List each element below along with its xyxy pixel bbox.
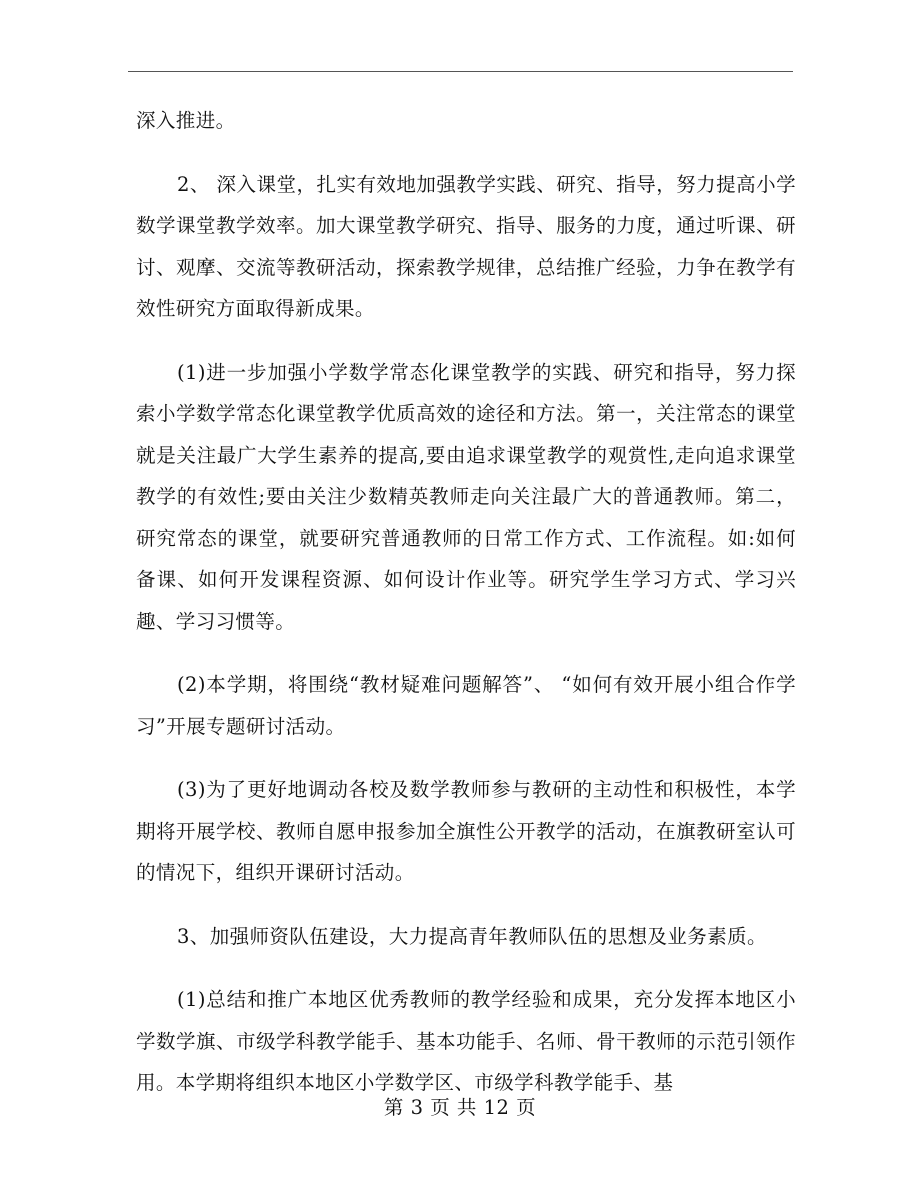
paragraph-subitem-3: (3)为了更好地调动各校及数学教师参与教研的主动性和积极性，本学期将开展学校、教师自愿申报参加全旗性公开教学的活动，在旗教研室认可的情况下，组织开课研讨活动。 [136,778,796,884]
paragraph-continuation: 深入推进。 [136,109,236,132]
paragraph-subitem-2: (2)本学期，将围绕“教材疑难问题解答”、 “如何有效开展小组合作学习”开展专题研讨活动。 [136,673,796,738]
paragraph-subitem-1: (1)进一步加强小学数学常态化课堂教学的实践、研究和指导，努力探索小学数学常态化课堂教学优质高效的途径和方法。第一，关注常态的课堂就是关注最广大学生素养的提高,要由追求课堂教学的观赏性,走向追求课堂教学的有效性;要由关注少数精英教师走向关注最广大的普通教师。第二，研究常态的课堂，就要研究普通教师的日常工作方式、工作流程。如:如何备课、如何开发课程资源、如何设计作业等。研究学生学习方式、学习兴趣、学习习惯等。 [136,360,796,633]
page-number-footer: 第 3 页 共 12 页 [383,1096,537,1119]
paragraph-item-2: 2、 深入课堂，扎实有效地加强教学实践、研究、指导，努力提高小学数学课堂教学效率。加大课堂教学研究、指导、服务的力度，通过听课、研讨、观摩、交流等教研活动，探索教学规律，总结推广经验，力争在教学有效性研究方面取得新成果。 [136,172,796,320]
paragraph-subitem-1b: (1)总结和推广本地区优秀教师的教学经验和成果，充分发挥本地区小学数学旗、市级学科教学能手、基本功能手、名师、骨干教师的示范引领作用。本学期将组织本地区小学数学区、市级学科教学能手、基 [136,988,796,1094]
document-body [136,100,796,1126]
header-divider [128,71,793,72]
paragraph-item-3: 3、加强师资队伍建设，大力提高青年教师队伍的思想及业务素质。 [177,924,767,948]
